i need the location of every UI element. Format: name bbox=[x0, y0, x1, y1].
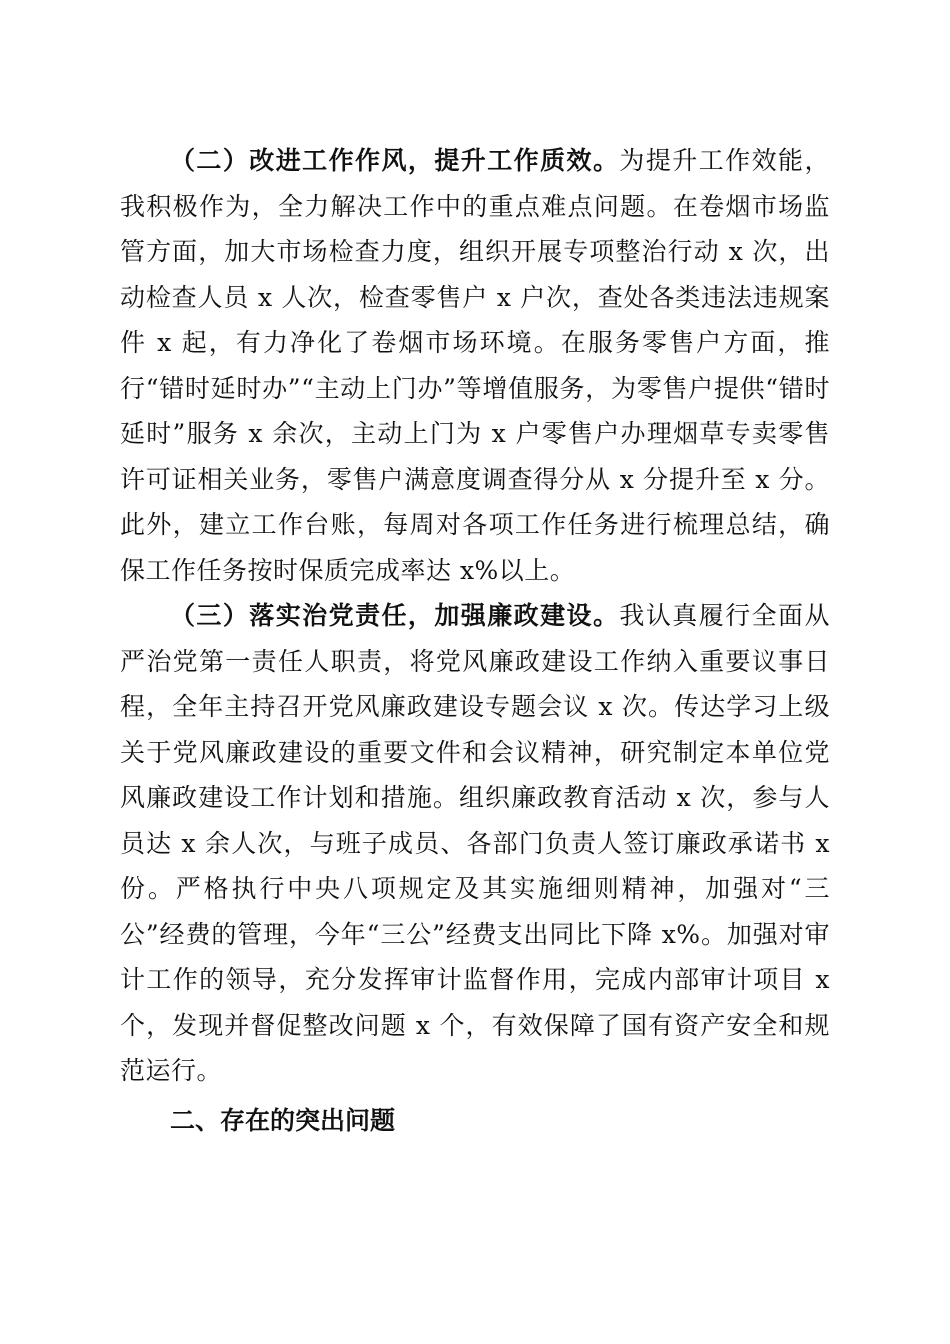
section-2-lead: （二）改进工作作风，提升工作质效。 bbox=[170, 146, 620, 175]
paragraph-section-2 bbox=[120, 138, 830, 593]
paragraph-section-3 bbox=[120, 593, 830, 1094]
document-page bbox=[120, 138, 830, 1143]
section-heading-problems: 二、存在的突出问题 bbox=[170, 1105, 396, 1135]
section-2-body: 为提升工作效能，我积极作为，全力解决工作中的重点难点问题。在卷烟市场监管方面，加大市场检查力度，组织开展专项整治行动 x 次，出动检查人员 x 人次，检查零售户 x 户次，查处各类违法违规案件 x 起，有力净化了卷烟市场环境。在服务零售户方面，推行“错时延时办”“主动上门办”等增值服务，为零售户提供“错时延时”服务 x 余次，主动上门为 x 户零售户办理烟草专卖零售许可证相关业务，零售户满意度调查得分从 x 分提升至 x 分。此外，建立工作台账，每周对各项工作任务进行梳理总结，确保工作任务按时保质完成率达 x%以上。 bbox=[120, 146, 830, 585]
section-3-lead: （三）落实治党责任，加强廉政建设。 bbox=[170, 601, 620, 630]
section-3-body: 我认真履行全面从严治党第一责任人职责，将党风廉政建设工作纳入重要议事日程，全年主持召开党风廉政建设专题会议 x 次。传达学习上级关于党风廉政建设的重要文件和会议精神，研究制定本单位党风廉政建设工作计划和措施。组织廉政教育活动 x 次，参与人员达 x 余人次，与班子成员、各部门负责人签订廉政承诺书 x 份。严格执行中央八项规定及其实施细则精神，加强对“三公”经费的管理，今年“三公”经费支出同比下降 x%。加强对审计工作的领导，充分发挥审计监督作用，完成内部审计项目 x 个，发现并督促整改问题 x 个，有效保障了国有资产安全和规范运行。 bbox=[120, 601, 830, 1085]
